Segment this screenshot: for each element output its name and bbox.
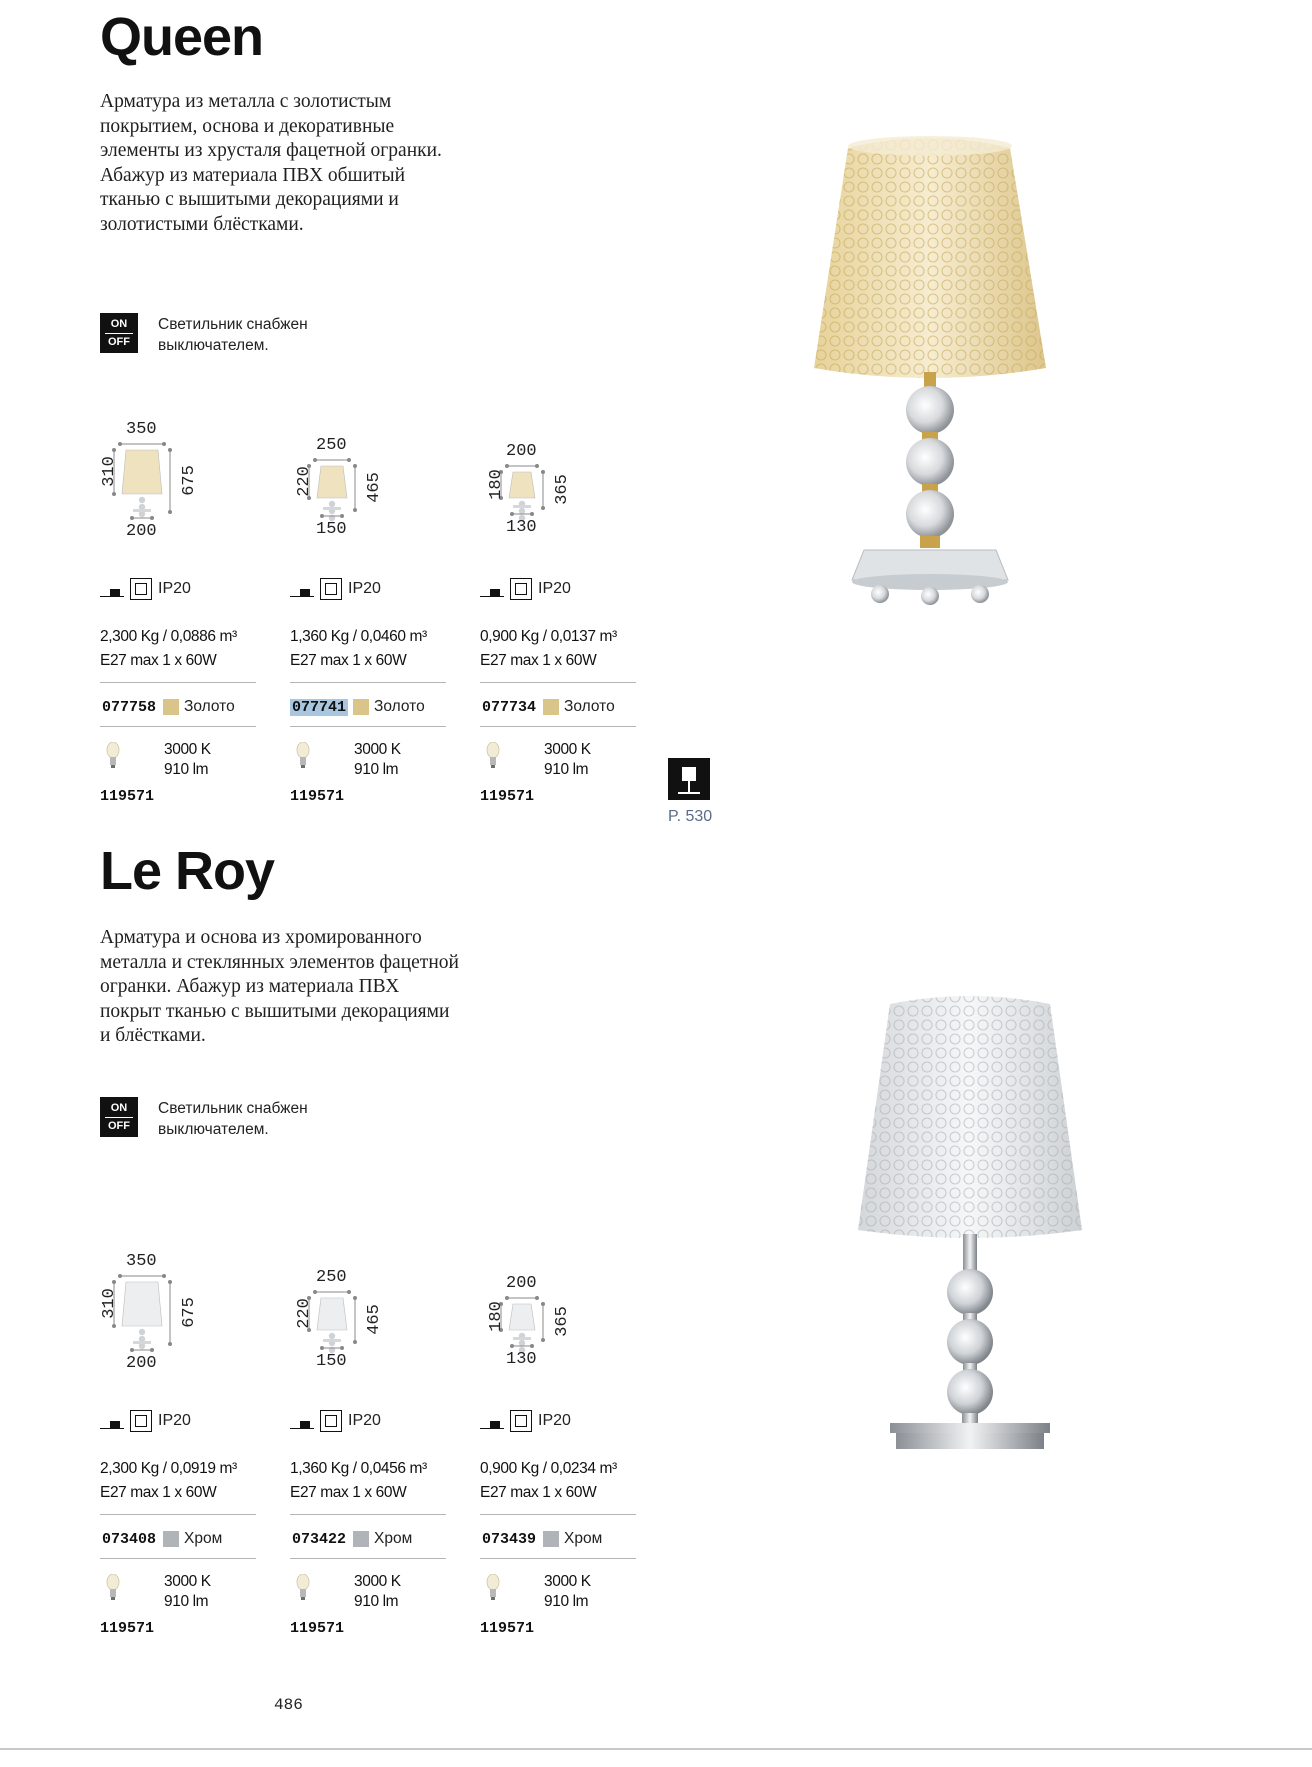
luminous-flux: 910 lm bbox=[354, 1593, 399, 1610]
bulb-specs bbox=[164, 1572, 211, 1612]
bulb-row bbox=[480, 1572, 640, 1616]
dim-total-height: 675 bbox=[179, 465, 199, 496]
product-description: Арматура из металла с золотистым покрытием, основа и декоративные элементы из хрусталя фацетной огранки. Абажур из материала ПВХ обшитый тканью с вышитыми декорациями и золотистыми блёстками. bbox=[100, 91, 442, 235]
ip-rating-icon bbox=[510, 1410, 532, 1432]
socket-spec: E27 max 1 x 60W bbox=[480, 652, 597, 669]
socket-spec: E27 max 1 x 60W bbox=[290, 1484, 407, 1501]
divider bbox=[100, 682, 256, 683]
dim-width-top: 200 bbox=[506, 442, 537, 461]
dim-shade-height: 220 bbox=[294, 1298, 314, 1329]
article-row bbox=[100, 698, 235, 716]
bulb-row bbox=[290, 740, 450, 784]
spec-icons bbox=[290, 578, 381, 600]
divider bbox=[480, 1558, 636, 1559]
dimension-drawing bbox=[480, 1252, 640, 1372]
variant-card bbox=[290, 420, 450, 830]
finish-name: Золото bbox=[564, 698, 615, 715]
article-row bbox=[480, 698, 615, 716]
bulb-icon bbox=[106, 742, 120, 768]
dimension-drawing bbox=[290, 1252, 450, 1372]
spec-icons bbox=[480, 578, 571, 600]
table-lamp-type-icon bbox=[100, 581, 124, 597]
table-lamp-category-icon[interactable] bbox=[668, 758, 710, 800]
bulb-icon bbox=[296, 1574, 310, 1600]
table-lamp-type-icon bbox=[100, 1413, 124, 1429]
dim-width-top: 250 bbox=[316, 436, 347, 455]
dim-total-height: 465 bbox=[364, 472, 384, 503]
table-lamp-type-icon bbox=[290, 1413, 314, 1429]
page-number: 486 bbox=[274, 1696, 303, 1714]
bulb-article-code[interactable]: 119571 bbox=[290, 1620, 345, 1637]
bulb-article-code[interactable]: 119571 bbox=[100, 1620, 155, 1637]
divider bbox=[100, 726, 256, 727]
dim-shade-height: 310 bbox=[99, 456, 119, 487]
dim-base-width: 130 bbox=[506, 1350, 537, 1369]
variant-card bbox=[100, 1252, 260, 1662]
article-code[interactable]: 073408 bbox=[102, 1530, 157, 1548]
dim-shade-height: 180 bbox=[486, 469, 506, 500]
divider bbox=[290, 726, 446, 727]
finish-name: Хром bbox=[374, 1530, 413, 1547]
dim-shade-height: 310 bbox=[99, 1288, 119, 1319]
ip-rating: IP20 bbox=[158, 1412, 191, 1429]
divider bbox=[290, 1558, 446, 1559]
dim-base-width: 150 bbox=[316, 520, 347, 539]
divider bbox=[100, 1514, 256, 1515]
switch-badge-icon: ON OFF bbox=[100, 313, 138, 353]
weight-volume: 0,900 Kg / 0,0234 m³ bbox=[480, 1460, 617, 1477]
switch-note: Светильник снабжен выключателем. bbox=[158, 1100, 308, 1138]
product-title: Queen bbox=[100, 7, 264, 67]
bulb-specs bbox=[354, 1572, 401, 1612]
bulb-icon bbox=[486, 742, 500, 768]
socket-spec: E27 max 1 x 60W bbox=[100, 1484, 217, 1501]
page-reference-link[interactable]: P. 530 bbox=[668, 808, 713, 825]
article-row bbox=[100, 1530, 222, 1548]
color-temperature: 3000 K bbox=[164, 741, 211, 758]
article-code[interactable]: 077734 bbox=[482, 698, 537, 716]
dim-base-width: 130 bbox=[506, 518, 537, 537]
bulb-icon bbox=[106, 1574, 120, 1600]
divider bbox=[100, 1558, 256, 1559]
finish-swatch-icon bbox=[543, 699, 559, 715]
ip-rating-icon bbox=[320, 578, 342, 600]
bulb-specs bbox=[544, 740, 591, 780]
dimension-drawing bbox=[480, 420, 640, 540]
table-lamp-type-icon bbox=[290, 581, 314, 597]
dimension-drawing bbox=[100, 420, 260, 540]
bulb-specs bbox=[354, 740, 401, 780]
color-temperature: 3000 K bbox=[354, 1573, 401, 1590]
bulb-row bbox=[100, 740, 260, 784]
article-row bbox=[480, 1530, 602, 1548]
switch-badge-icon: ON OFF bbox=[100, 1097, 138, 1137]
variant-card bbox=[100, 420, 260, 830]
bulb-article-code[interactable]: 119571 bbox=[290, 788, 345, 805]
product-description: Арматура и основа из хромированного металла и стеклянных элементов фацетной огранки. Абажур из материала ПВХ покрыт тканью с вышитыми декорациями и блёстками. bbox=[100, 927, 459, 1046]
ip-rating: IP20 bbox=[348, 1412, 381, 1429]
luminous-flux: 910 lm bbox=[354, 761, 399, 778]
color-temperature: 3000 K bbox=[544, 1573, 591, 1590]
dim-base-width: 200 bbox=[126, 1354, 157, 1373]
dim-total-height: 675 bbox=[179, 1297, 199, 1328]
table-lamp-type-icon bbox=[480, 581, 504, 597]
weight-volume: 2,300 Kg / 0,0886 m³ bbox=[100, 628, 237, 645]
color-temperature: 3000 K bbox=[354, 741, 401, 758]
luminous-flux: 910 lm bbox=[164, 761, 209, 778]
bulb-article-code[interactable]: 119571 bbox=[480, 1620, 535, 1637]
article-code[interactable]: 073422 bbox=[292, 1530, 347, 1548]
luminous-flux: 910 lm bbox=[544, 761, 589, 778]
finish-name: Золото bbox=[374, 698, 425, 715]
finish-swatch-icon bbox=[353, 1531, 369, 1547]
bulb-row bbox=[290, 1572, 450, 1616]
dim-total-height: 465 bbox=[364, 1304, 384, 1335]
finish-swatch-icon bbox=[163, 699, 179, 715]
weight-volume: 0,900 Kg / 0,0137 m³ bbox=[480, 628, 617, 645]
dim-width-top: 350 bbox=[126, 420, 157, 439]
variant-card bbox=[480, 420, 640, 830]
dim-width-top: 350 bbox=[126, 1252, 157, 1271]
divider bbox=[480, 682, 636, 683]
bulb-row bbox=[480, 740, 640, 784]
dim-total-height: 365 bbox=[552, 1306, 572, 1337]
article-row bbox=[290, 698, 425, 716]
dim-shade-height: 180 bbox=[486, 1301, 506, 1332]
weight-volume: 2,300 Kg / 0,0919 m³ bbox=[100, 1460, 237, 1477]
divider bbox=[290, 682, 446, 683]
dim-base-width: 200 bbox=[126, 522, 157, 541]
gold-table-lamp-photo bbox=[800, 110, 1060, 630]
bulb-specs bbox=[544, 1572, 591, 1612]
product-section-le-roy bbox=[0, 840, 1312, 1660]
divider bbox=[290, 1514, 446, 1515]
article-code[interactable]: 077741 bbox=[292, 698, 347, 716]
ip-rating-icon bbox=[320, 1410, 342, 1432]
bulb-article-code[interactable]: 119571 bbox=[480, 788, 535, 805]
dimension-drawing bbox=[100, 1252, 260, 1372]
color-temperature: 3000 K bbox=[544, 741, 591, 758]
bulb-icon bbox=[486, 1574, 500, 1600]
luminous-flux: 910 lm bbox=[544, 1593, 589, 1610]
chrome-table-lamp-photo bbox=[850, 990, 1090, 1460]
ip-rating-icon bbox=[130, 1410, 152, 1432]
spec-icons bbox=[290, 1410, 381, 1432]
dim-base-width: 150 bbox=[316, 1352, 347, 1371]
finish-name: Золото bbox=[184, 698, 235, 715]
ip-rating-icon bbox=[130, 578, 152, 600]
luminous-flux: 910 lm bbox=[164, 1593, 209, 1610]
color-temperature: 3000 K bbox=[164, 1573, 211, 1590]
switch-note: Светильник снабжен выключателем. bbox=[158, 316, 308, 354]
dim-width-top: 200 bbox=[506, 1274, 537, 1293]
dimension-drawing bbox=[290, 420, 450, 540]
article-row bbox=[290, 1530, 412, 1548]
bulb-icon bbox=[296, 742, 310, 768]
divider bbox=[480, 726, 636, 727]
ip-rating: IP20 bbox=[538, 580, 571, 597]
spec-icons bbox=[100, 578, 191, 600]
product-title: Le Roy bbox=[100, 841, 275, 901]
socket-spec: E27 max 1 x 60W bbox=[480, 1484, 597, 1501]
ip-rating: IP20 bbox=[538, 1412, 571, 1429]
socket-spec: E27 max 1 x 60W bbox=[100, 652, 217, 669]
product-section-queen bbox=[0, 0, 1312, 840]
footer-divider bbox=[0, 1748, 1312, 1750]
article-code[interactable]: 077758 bbox=[102, 698, 157, 716]
finish-swatch-icon bbox=[543, 1531, 559, 1547]
ip-rating-icon bbox=[510, 578, 532, 600]
socket-spec: E27 max 1 x 60W bbox=[290, 652, 407, 669]
finish-name: Хром bbox=[184, 1530, 223, 1547]
ip-rating: IP20 bbox=[158, 580, 191, 597]
dim-total-height: 365 bbox=[552, 474, 572, 505]
dim-shade-height: 220 bbox=[294, 466, 314, 497]
bulb-specs bbox=[164, 740, 211, 780]
divider bbox=[480, 1514, 636, 1515]
finish-name: Хром bbox=[564, 1530, 603, 1547]
article-code[interactable]: 073439 bbox=[482, 1530, 537, 1548]
bulb-row bbox=[100, 1572, 260, 1616]
spec-icons bbox=[480, 1410, 571, 1432]
variant-card bbox=[290, 1252, 450, 1662]
finish-swatch-icon bbox=[353, 699, 369, 715]
dim-width-top: 250 bbox=[316, 1268, 347, 1287]
variant-card bbox=[480, 1252, 640, 1662]
weight-volume: 1,360 Kg / 0,0460 m³ bbox=[290, 628, 427, 645]
ip-rating: IP20 bbox=[348, 580, 381, 597]
spec-icons bbox=[100, 1410, 191, 1432]
bulb-article-code[interactable]: 119571 bbox=[100, 788, 155, 805]
finish-swatch-icon bbox=[163, 1531, 179, 1547]
table-lamp-type-icon bbox=[480, 1413, 504, 1429]
weight-volume: 1,360 Kg / 0,0456 m³ bbox=[290, 1460, 427, 1477]
